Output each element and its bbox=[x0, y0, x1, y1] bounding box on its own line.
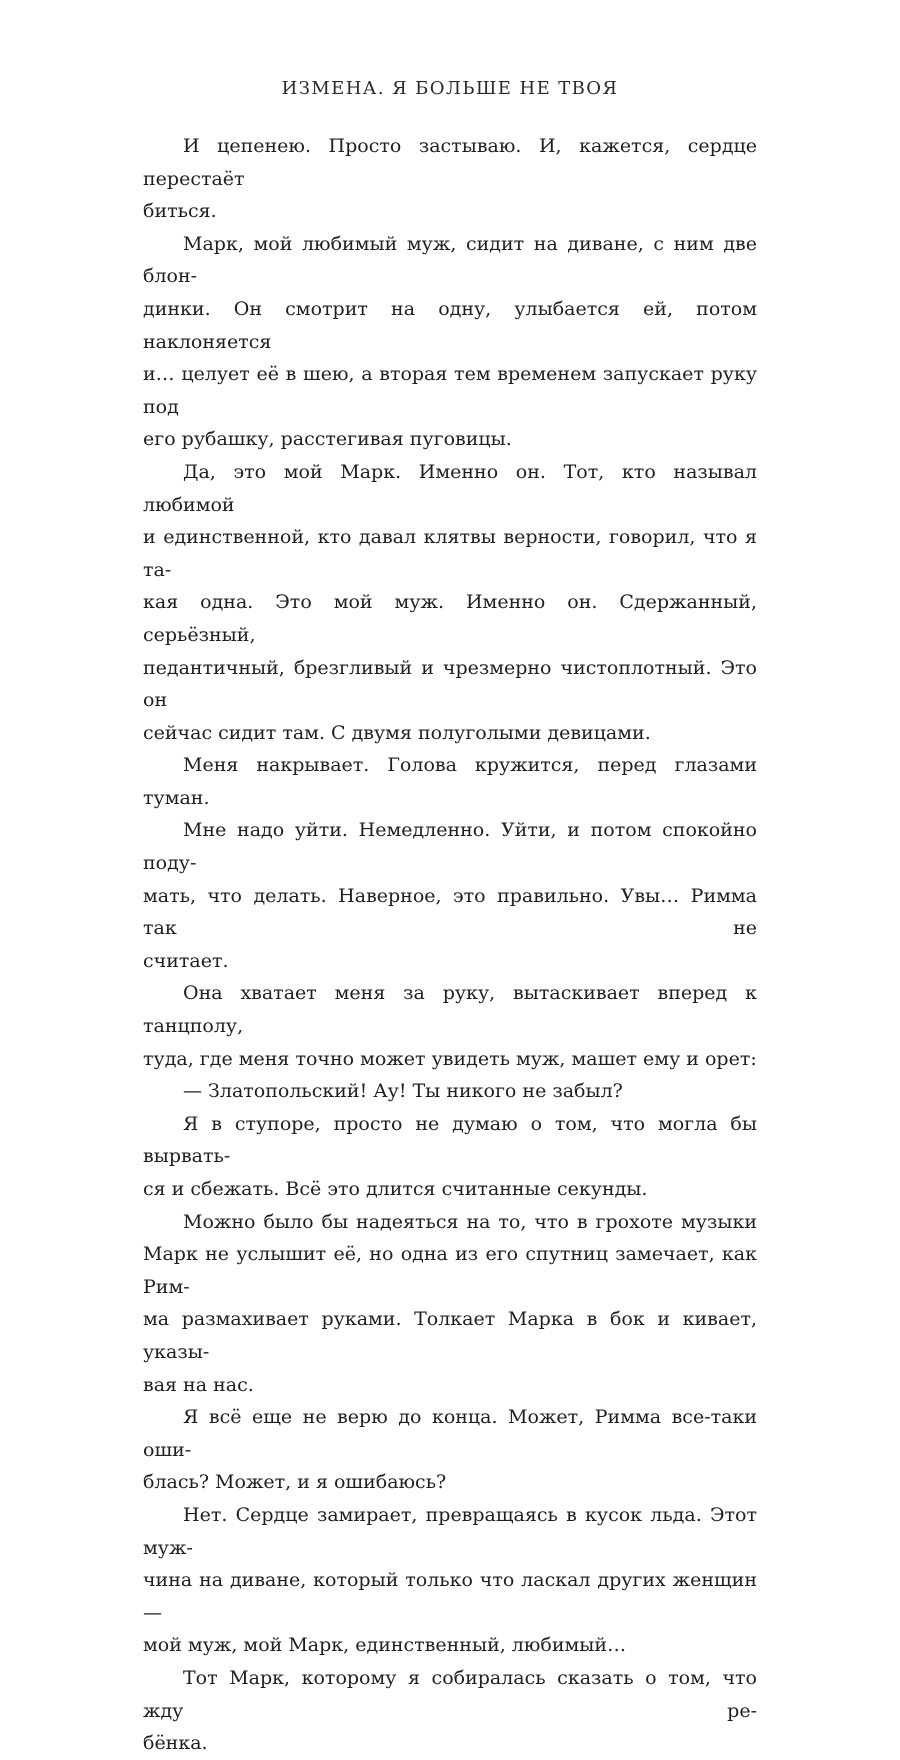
text-line: Мне надо уйти. Немедленно. Уйти, и потом спокойно поду- bbox=[143, 819, 757, 875]
text-line: ма размахивает руками. Толкает Марка в бок и кивает, указы- bbox=[143, 1308, 757, 1363]
paragraph bbox=[143, 1499, 757, 1662]
text-line: Меня накрывает. Голова кружится, перед глазами туман. bbox=[143, 754, 757, 809]
text-line: Она хватает меня за руку, вытаскивает вперед к танцполу, bbox=[143, 982, 757, 1038]
paragraph bbox=[143, 977, 757, 1075]
text-line: сейчас сидит там. С двумя полуголыми девицами. bbox=[143, 721, 651, 744]
text-line: и единственной, кто давал клятвы верности, говорил, что я та- bbox=[143, 526, 757, 581]
text-line: его рубашку, расстегивая пуговицы. bbox=[143, 428, 512, 451]
text-line: и… целует её в шею, а вторая тем временем запускает руку под bbox=[143, 363, 757, 418]
text-line: ся и сбежать. Всё это длится считанные секунды. bbox=[143, 1178, 648, 1200]
paragraph bbox=[143, 814, 757, 977]
text-line: мой муж, мой Марк, единственный, любимый… bbox=[143, 1634, 627, 1657]
paragraph bbox=[143, 1075, 757, 1108]
paragraph bbox=[143, 228, 757, 456]
text-line: — Златопольский! Ау! Ты никого не забыл? bbox=[183, 1080, 623, 1103]
paragraph bbox=[143, 1662, 757, 1760]
text-line: Я всё еще не верю до конца. Может, Римма все-таки оши- bbox=[143, 1406, 757, 1461]
paragraph bbox=[143, 456, 757, 749]
text-line: Да, это мой Марк. Именно он. Тот, кто называл любимой bbox=[143, 460, 757, 516]
text-line: педантичный, брезгливый и чрезмерно чистоплотный. Это он bbox=[143, 656, 757, 712]
paragraph bbox=[143, 130, 757, 228]
text-line: Нет. Сердце замирает, превращаясь в кусок льда. Этот муж- bbox=[143, 1503, 757, 1559]
text-line: Марк не услышит её, но одна из его спутниц замечает, как Рим- bbox=[143, 1243, 757, 1298]
text-line: динки. Он смотрит на одну, улыбается ей, потом наклоняется bbox=[143, 297, 757, 353]
text-line: чина на диване, который только что ласкал других женщин — bbox=[143, 1569, 757, 1624]
paragraph bbox=[143, 1206, 757, 1402]
text-line: вая на нас. bbox=[143, 1373, 254, 1396]
paragraph bbox=[143, 1401, 757, 1499]
text-line: туда, где меня точно может увидеть муж, машет ему и орет: bbox=[143, 1047, 757, 1070]
body-text bbox=[143, 130, 757, 1760]
text-line: Марк, мой любимый муж, сидит на диване, с ним две блон- bbox=[143, 232, 757, 288]
text-line: считает. bbox=[143, 949, 229, 972]
text-line: блась? Может, и я ошибаюсь? bbox=[143, 1471, 447, 1494]
text-line: Можно было бы надеяться на то, что в грохоте музыки bbox=[183, 1210, 757, 1233]
running-title: ИЗМЕНА. Я БОЛЬШЕ НЕ ТВОЯ bbox=[281, 78, 619, 99]
text-line: Тот Марк, которому я собиралась сказать о том, что жду ре- bbox=[143, 1666, 757, 1722]
paragraph bbox=[143, 1108, 757, 1206]
text-line: Я в ступоре, просто не думаю о том, что могла бы вырвать- bbox=[143, 1112, 757, 1168]
paragraph bbox=[143, 749, 757, 814]
text-line: мать, что делать. Наверное, это правильно. Увы… Римма так не bbox=[143, 884, 757, 940]
text-line: И цепенею. Просто застываю. И, кажется, сердце перестаёт bbox=[143, 135, 757, 190]
text-line: кая одна. Это мой муж. Именно он. Сдержанный, серьёзный, bbox=[143, 591, 757, 646]
text-line: бёнка. bbox=[143, 1732, 208, 1755]
text-line: биться. bbox=[143, 200, 217, 223]
